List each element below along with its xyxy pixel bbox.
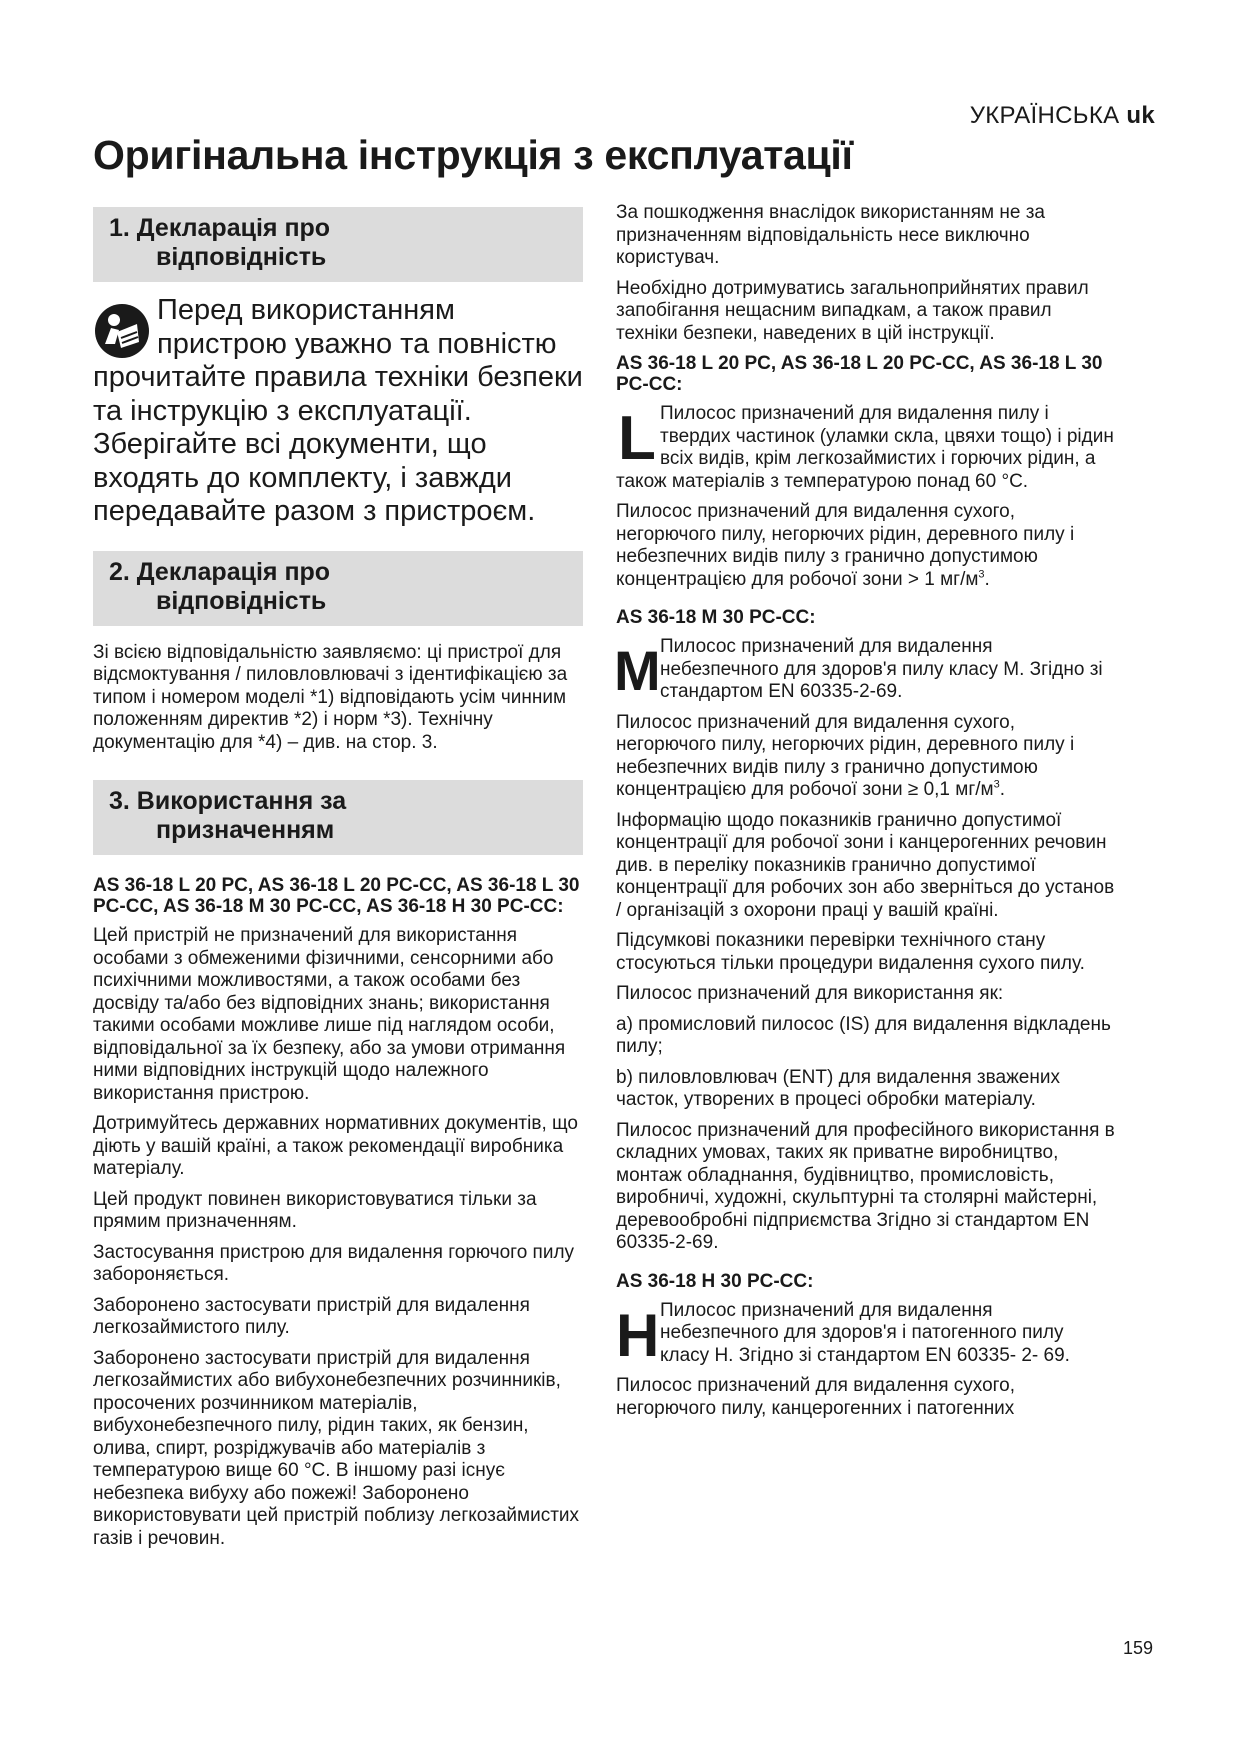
language-code: uk <box>1126 102 1155 129</box>
class-l-usage-text: Пилосос призначений для видалення сухого, негорючого пилу, негорючих рідин, деревного пилу і небезпечних видів пилу з гранично допустимою концентрацією для робочої зони > 1 мг/м <box>616 501 1075 590</box>
left-column <box>93 207 583 1558</box>
class-l-block <box>616 403 1116 493</box>
usage-intro: Пилосос призначений для використання як: <box>616 983 1004 1004</box>
class-h-usage: Пилосос призначений для видалення сухого, негорючого пилу, канцерогенних і патогенних <box>616 1375 1015 1419</box>
intended-use-p3: Цей продукт повинен використовуватися тільки за прямим призначенням. <box>93 1188 537 1232</box>
intended-use-p4: Застосування пристрою для видалення горючого пилу забороняється. <box>93 1241 575 1285</box>
liability-text: За пошкодження внаслідок використанням не за призначенням відповідальність несе виключно користувач. <box>616 202 1045 268</box>
section-1-heading-line1: 1. Декларація про <box>109 214 331 242</box>
class-m-usage-sup: 3 <box>993 778 1000 791</box>
intended-use-p1: Цей пристрій не призначений для використання особами з обмеженими фізичними, сенсорними або психічними можливостями, а також особами без досвіду та/або без відповідних знань; використання такими особами можливе лише під наглядом особи, відповідальної за їх безпеку, або за умови отримання ними відповідних інструкцій щодо належного використання пристрою. <box>93 925 566 1104</box>
read-manual-icon <box>93 302 151 360</box>
dust-class-h-icon <box>616 1301 660 1369</box>
section-2-heading-line2: відповідність <box>156 586 327 615</box>
page-number: 159 <box>1123 1638 1154 1658</box>
section-3-heading-line2: призначенням <box>156 816 335 844</box>
safety-rules-text: Необхідно дотримуватись загальноприйнятих правил запобігання нещасним випадкам, а також правил техніки безпеки, наведених в цій інструкції. <box>616 277 1089 344</box>
usage-option-b: b) пиловловлювач (ENT) для видалення зважених часток, утворених в процесі обробки матеріалу. <box>616 1066 1060 1110</box>
class-m-usage-text: Пилосос призначений для видалення сухого, негорючого пилу, негорючих рідин, деревного пилу і небезпечних видів пилу з гранично допустимою концентрацією для робочої зони ≥ 0,1 мг/м <box>616 711 1075 800</box>
safety-intro <box>93 294 583 529</box>
page-title: Оригінальна інструкція з експлуатації <box>93 132 853 178</box>
class-m-usage-end: . <box>999 779 1005 800</box>
class-l-text: Пилосос призначений для видалення пилу і твердих частинок (уламки скла, цвяхи тощо) і рідин всіх видів, крім легкозаймистих і горючих рідин, а також матеріалів з температурою понад 60 °C. <box>616 403 1114 492</box>
right-column <box>616 202 1116 1428</box>
section-3-heading-line1: 3. Використання за <box>109 787 347 815</box>
section-2-heading-line1: 2. Декларація про <box>109 557 331 586</box>
class-m-block <box>616 636 1116 704</box>
class-l-usage-end: . <box>984 568 990 590</box>
intended-use-p2: Дотримуйтесь державних нормативних документів, що діють у вашій країні, а також рекомендації виробника матеріалу. <box>93 1113 578 1179</box>
language-label <box>970 102 1155 130</box>
professional-use: Пилосос призначений для професійного використання в складних умовах, таких як приватне виробництво, монтаж обладнання, будівництво, промисловість, виробничі, художні, скульптурні та столярні майстерні, деревообробні підприємства Згідно зі стандартом EN 60335-2-69. <box>616 1119 1115 1253</box>
models-all: AS 36-18 L 20 PC, AS 36-18 L 20 PC-CC, AS 36-18 L 30 PC-CC, AS 36-18 M 30 PC-CC, AS 36-18 H 30 PC-CC: <box>93 875 580 917</box>
class-h-block <box>616 1300 1116 1368</box>
class-m-text: Пилосос призначений для видалення небезпечного для здоров'я пилу класу M. Згідно зі стандартом EN 60335-2-69. <box>660 636 1103 702</box>
concentration-info: Інформацію щодо показників гранично допустимої концентрації для робочої зони і канцерогенних речовин див. в переліку показників гранично допустимої концентрації для робочих зон або зверніться до установ / організацій з охорони праці у вашій країні. <box>616 809 1115 921</box>
class-l-usage <box>616 501 1116 591</box>
class-h-text: Пилосос призначений для видалення небезпечного для здоров'я і патогенного пилу класу H. Згідно зі стандартом EN 60335- 2- 69. <box>660 1299 1070 1366</box>
intended-use-p6: Заборонено застосувати пристрій для видалення легкозаймистих або вибухонебезпечних розчинників, просочених розчинником матеріалів, вибухонебезпечного пилу, рідин таких, як бензин, олива, спирт, розріджувачів або матеріалів з температурою вище 60 °С. В іншому разі існує небезпека вибуху або пожежі! Заборонено використовувати цей пристрій поблизу легкозаймистих газів і речовин. <box>93 1347 580 1549</box>
dust-class-l-letter: L <box>618 404 656 473</box>
section-3-heading <box>93 780 583 855</box>
models-class-h: AS 36-18 H 30 PC-CC: <box>616 1270 814 1292</box>
models-class-l: AS 36-18 L 20 PC, AS 36-18 L 20 PC-CC, AS 36-18 L 30 PC-CC: <box>616 353 1103 395</box>
dust-class-m-icon <box>614 639 661 702</box>
class-m-usage <box>616 712 1116 802</box>
declaration-text: Зі всією відповідальністю заявляємо: ці пристрої для відсмоктування / пиловловлювачі з ідентифікацією за типом і номером моделі *1) відповідають усім чинним положенням директив *2) і норм *3). Технічну документацію для *4) – див. на стор. 3. <box>93 641 568 753</box>
section-1-heading-line2: відповідність <box>156 243 327 271</box>
section-2-heading <box>93 551 583 626</box>
section-1-heading <box>93 207 583 282</box>
dust-class-l-icon <box>616 404 657 473</box>
usage-option-a: a) промисловий пилосос (IS) для видалення відкладень пилу; <box>616 1013 1111 1057</box>
dust-class-h-letter: H <box>616 1301 660 1369</box>
intended-use-p5: Заборонено застосувати пристрій для видалення легкозаймистого пилу. <box>93 1294 530 1338</box>
inspection-info: Підсумкові показники перевірки технічного стану стосуються тільки процедури видалення сухого пилу. <box>616 930 1085 974</box>
safety-intro-text: Перед використанням пристрою уважно та повністю прочитайте правила техніки безпеки та інструкцію з експлуатації. Зберігайте всі документи, що входять до комплекту, і завжди передавайте разом з пристроєм. <box>93 294 583 527</box>
class-l-usage-sup: 3 <box>978 568 985 581</box>
language-name: УКРАЇНСЬКА <box>969 102 1120 129</box>
models-class-m: AS 36-18 M 30 PC-CC: <box>616 607 816 628</box>
dust-class-m-letter: M <box>614 639 661 702</box>
